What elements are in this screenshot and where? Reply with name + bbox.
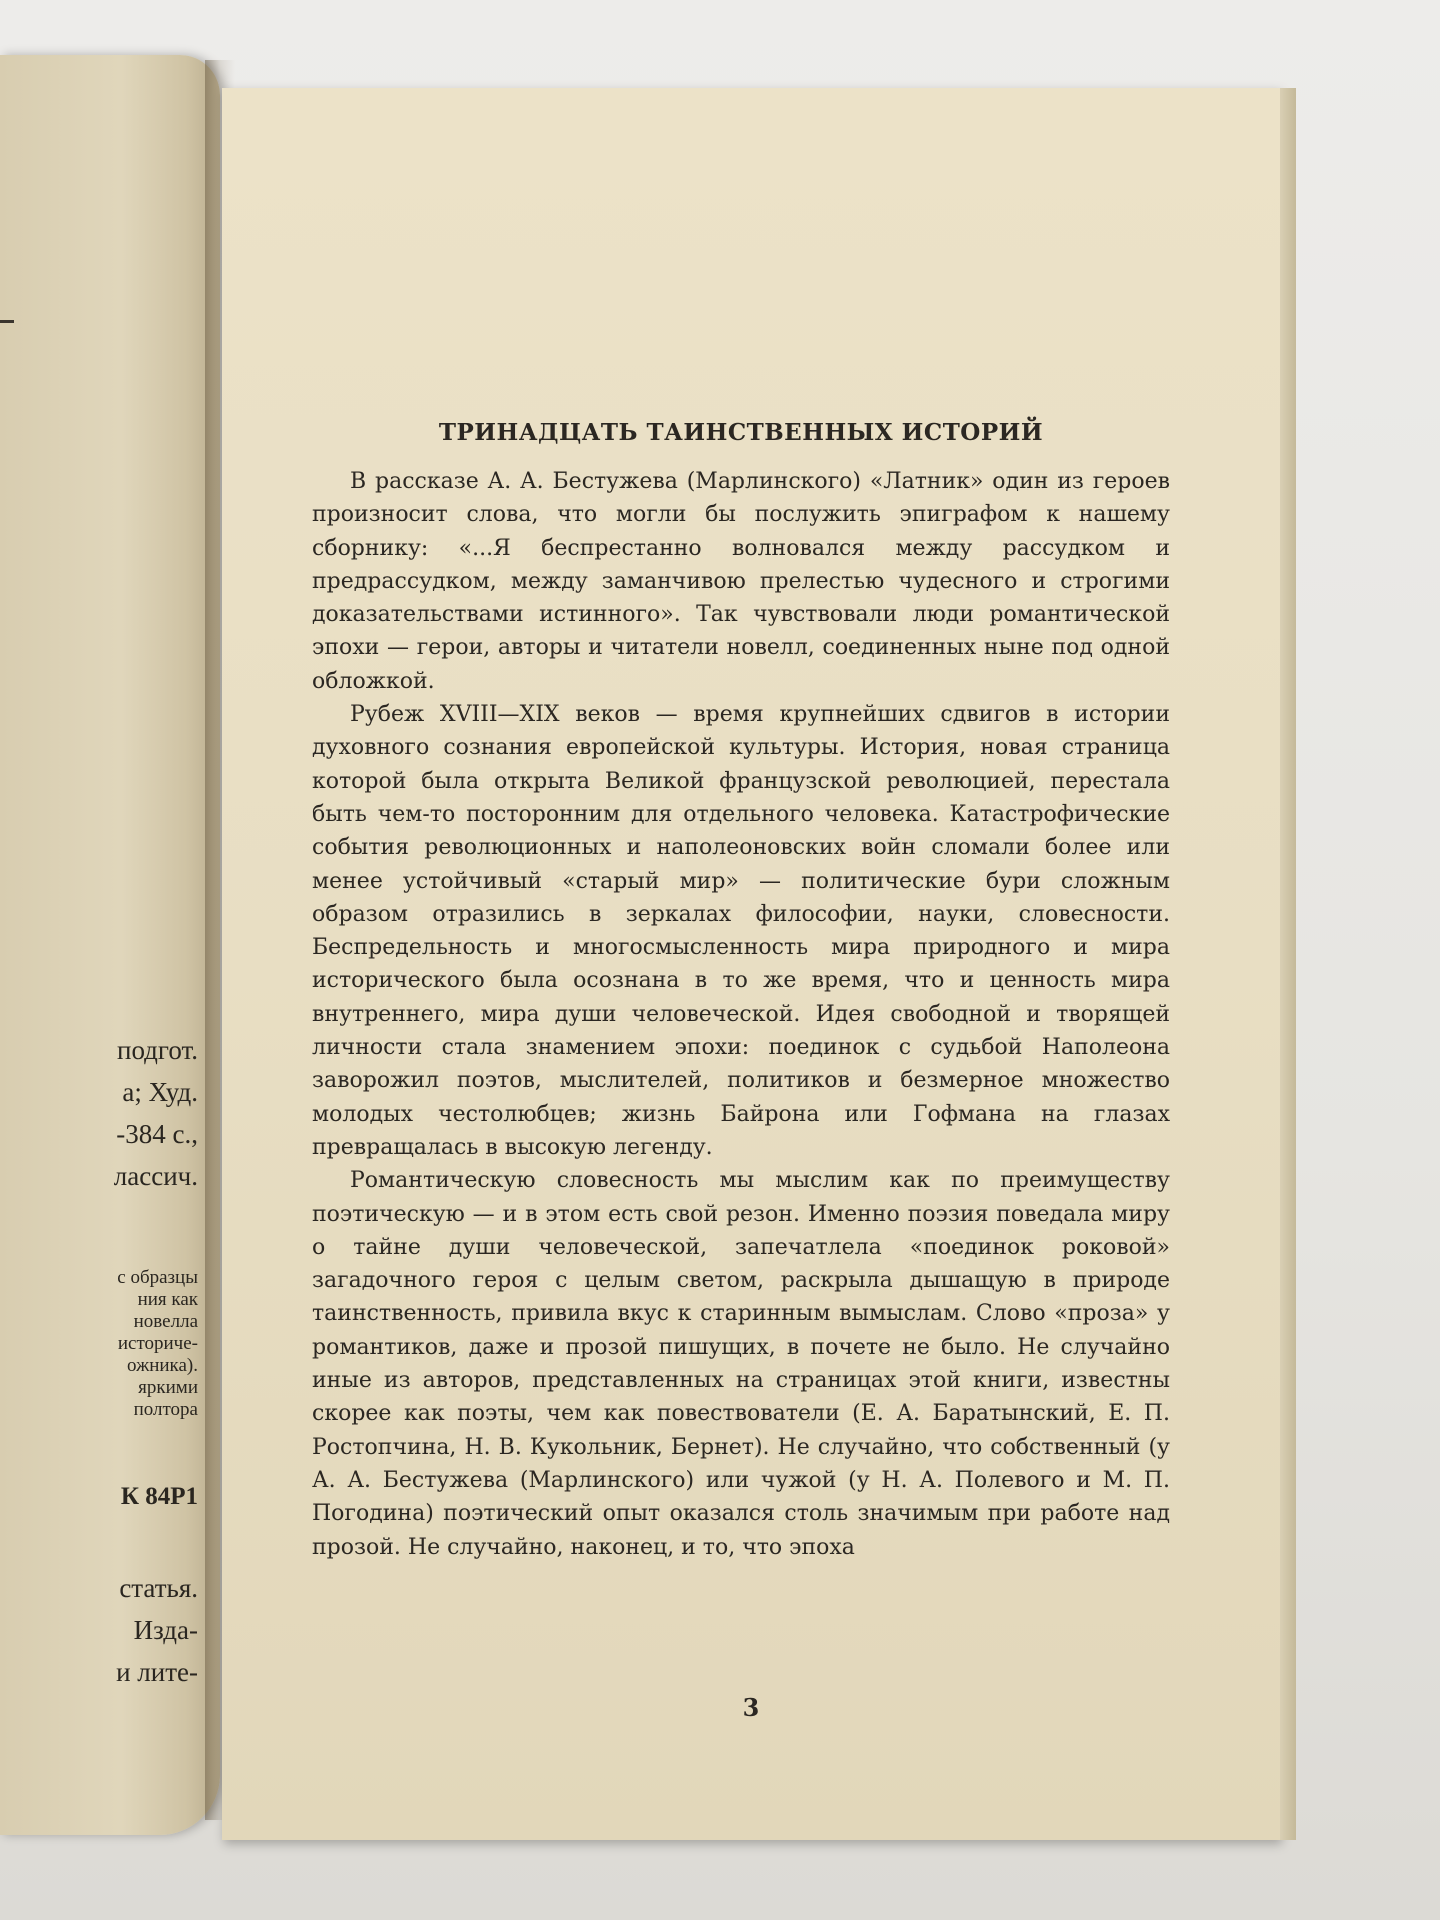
chapter-title: ТРИНАДЦАТЬ ТАИНСТВЕННЫХ ИСТОРИЙ (438, 419, 1044, 446)
left-fragment: яркими (138, 1377, 198, 1398)
left-fragment: полтора (133, 1399, 198, 1420)
left-fragment: с образцы (117, 1267, 198, 1288)
left-fragment: ния как (137, 1289, 198, 1310)
paragraph: В рассказе А. А. Бестужева (Марлинского) «Латник» один из героев произносит слова, что могли бы послужить эпиграфом к нашему сборнику: «...Я беспрестанно волновался между рассудком и предрассудком, между заманчивою прелестью чудесного и строгими доказательствами истинного». Так чувствовали люди романтической эпохи — герои, авторы и читатели новелл, соединенных ныне под одной обложкой. (312, 469, 1170, 694)
left-fragment: ожника). (127, 1355, 198, 1376)
left-fragment: статья. (119, 1573, 198, 1603)
left-fragment: Изда- (133, 1615, 198, 1645)
left-fragment: -384 с., (116, 1119, 198, 1149)
left-page (0, 55, 220, 1835)
left-fragment: новелла (133, 1311, 198, 1332)
paragraph: Романтическую словесность мы мыслим как по преимуществу поэтическую — и в этом есть свой резон. Именно поэзия поведала миру о тайне души человеческой, запечатлела «поединок роковой» загадочного героя с целым светом, раскрыла дышащую в природе таинственность, привила вкус к старинным вымыслам. Слово «проза» у романтиков, даже и прозой пишущих, в почете не было. Не случайно иные из авторов, представленных на страницах этой книги, известны скорее как поэты, чем как повествователи (Е. А. Баратынский, Е. П. Ростопчина, Н. В. Кукольник, Бернет). Не случайно, что собственный (у А. А. Бестужева (Марлинского) или чужой (у Н. А. Полевого и М. П. Погодина) поэтический опыт оказался столь значимым при работе над прозой. Не случайно, наконец, и то, что эпоха (312, 1168, 1170, 1560)
left-fragment: историче- (117, 1333, 198, 1354)
page-text (312, 418, 1170, 1564)
paragraph: Рубеж XVIII—XIX веков — время крупнейших сдвигов в истории духовного сознания европейской культуры. История, новая страница которой была открыта Великой французской революцией, перестала быть чем-то посторонним для отдельного человека. Катастрофические события революционных и наполеоновских войн сломали более или менее устойчивый «старый мир» — политические бури сложным образом отразились в зеркалах философии, науки, словесности. Беспредельность и многосмысленность мира природного и мира исторического была осознана в то же время, что и ценность мира внутреннего, мира души человеческой. Идея свободной и творящей личности стала знамением эпохи: поединок с судьбой Наполеона заворожил поэтов, мыслителей, политиков и безмерное множество молодых честолюбцев; жизнь Байрона или Гофмана на глазах превращалась в высокую легенду. (312, 702, 1170, 1160)
left-page-dash-mark (0, 320, 14, 323)
left-fragment-index: К 84Р1 (120, 1483, 198, 1510)
left-fragment: подгот. (117, 1035, 198, 1065)
right-page (222, 88, 1280, 1840)
left-fragment: и лите- (116, 1657, 198, 1687)
left-fragment: а; Худ. (122, 1077, 198, 1107)
left-fragment: лассич. (113, 1161, 198, 1191)
page-number: 3 (742, 1693, 760, 1722)
